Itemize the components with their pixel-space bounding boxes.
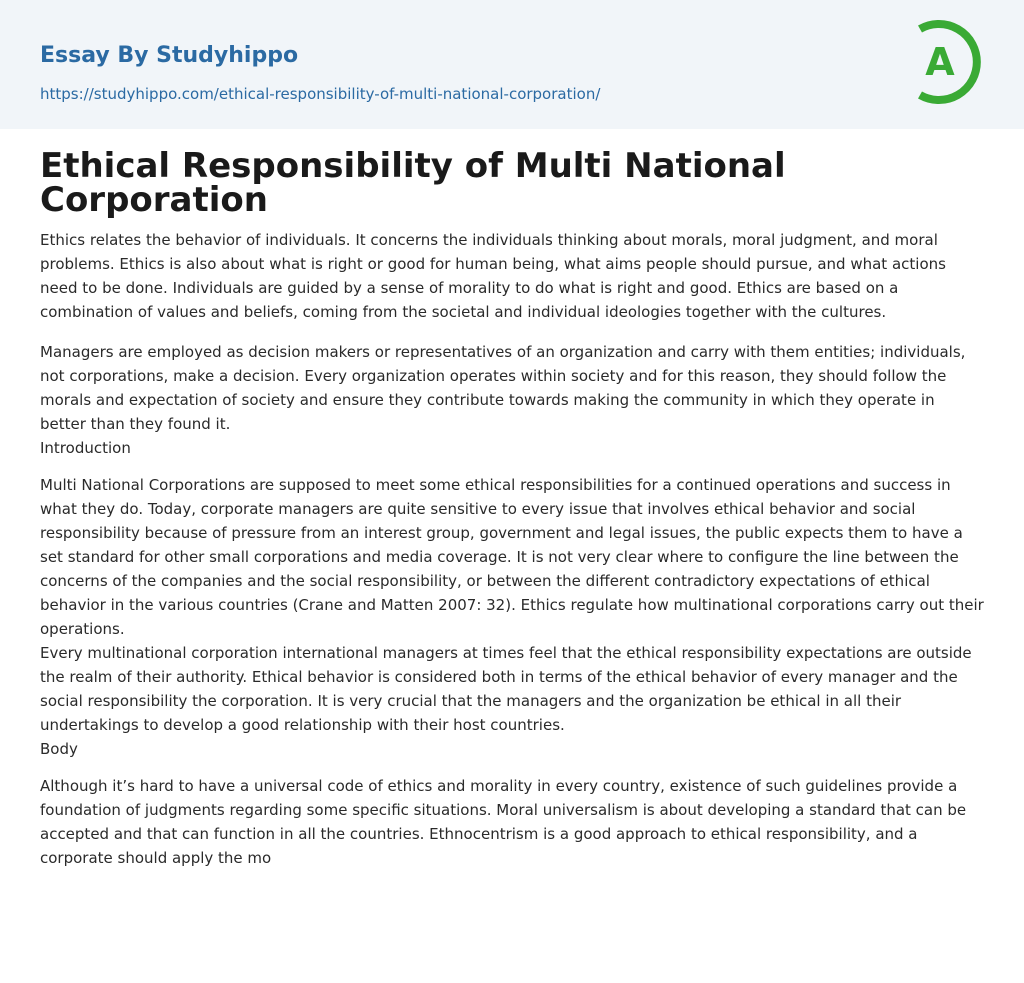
paragraph-5: Although it’s hard to have a universal code of ethics and morality in every country, existence of such guidelines provide a foundation of judgments regarding some specific situations. Moral universalism is about developing a standard that can be accepted and that can function in all the countries. Ethnocentrism is a good approach to ethical responsibility, and a corporate should apply the mo: [40, 777, 967, 867]
paragraph-3: Multi National Corporations are supposed to meet some ethical responsibilities for a continued operations and success in what they do. Today, corporate managers are quite sensitive to every issue that involves ethical behavior and social responsibility because of pressure from an interest group, government and legal issues, the public expects them to have a set standard for other small corporations and media coverage. It is not very clear where to configure the line between the concerns of the companies and the social responsibility, or between the different contradictory expectations of ethical behavior in the various countries (Crane and Matten 2007: 32). Ethics regulate how multinational corporations carry out their operations.: [40, 476, 984, 638]
article-url-link[interactable]: https://studyhippo.com/ethical-responsibility-of-multi-national-corporation/: [40, 85, 601, 103]
article-title: Ethical Responsibility of Multi National Corporation: [40, 146, 786, 220]
paragraph-2: Managers are employed as decision makers or representatives of an organization and carry with them entities; individuals, not corporations, make a decision. Every organization operates within society and for this reason, they should follow the morals and expectation of society and ensure they contribute towards making the community in which they operate in better than they found it.: [40, 343, 966, 433]
site-header: [0, 0, 1024, 129]
section-heading-introduction: Introduction: [40, 439, 131, 457]
site-title[interactable]: Essay By Studyhippo: [40, 43, 299, 68]
logo-letter: A: [925, 40, 955, 84]
paragraph-4: Every multinational corporation international managers at times feel that the ethical responsibility expectations are outside the realm of their authority. Ethical behavior is considered both in terms of the ethical behavior of every manager and the social responsibility the corporation. It is very crucial that the managers and the organization be ethical in all their undertakings to develop a good relationship with their host countries.: [40, 644, 972, 734]
studyhippo-logo-icon[interactable]: [912, 19, 986, 105]
paragraph-1: Ethics relates the behavior of individuals. It concerns the individuals thinking about morals, moral judgment, and moral problems. Ethics is also about what is right or good for human being, what aims people should pursue, and what actions need to be done. Individuals are guided by a sense of morality to do what is right and good. Ethics are based on a combination of values and beliefs, coming from the societal and individual ideologies together with the cultures.: [40, 231, 946, 321]
article: [40, 146, 984, 870]
section-heading-body: Body: [40, 740, 78, 758]
